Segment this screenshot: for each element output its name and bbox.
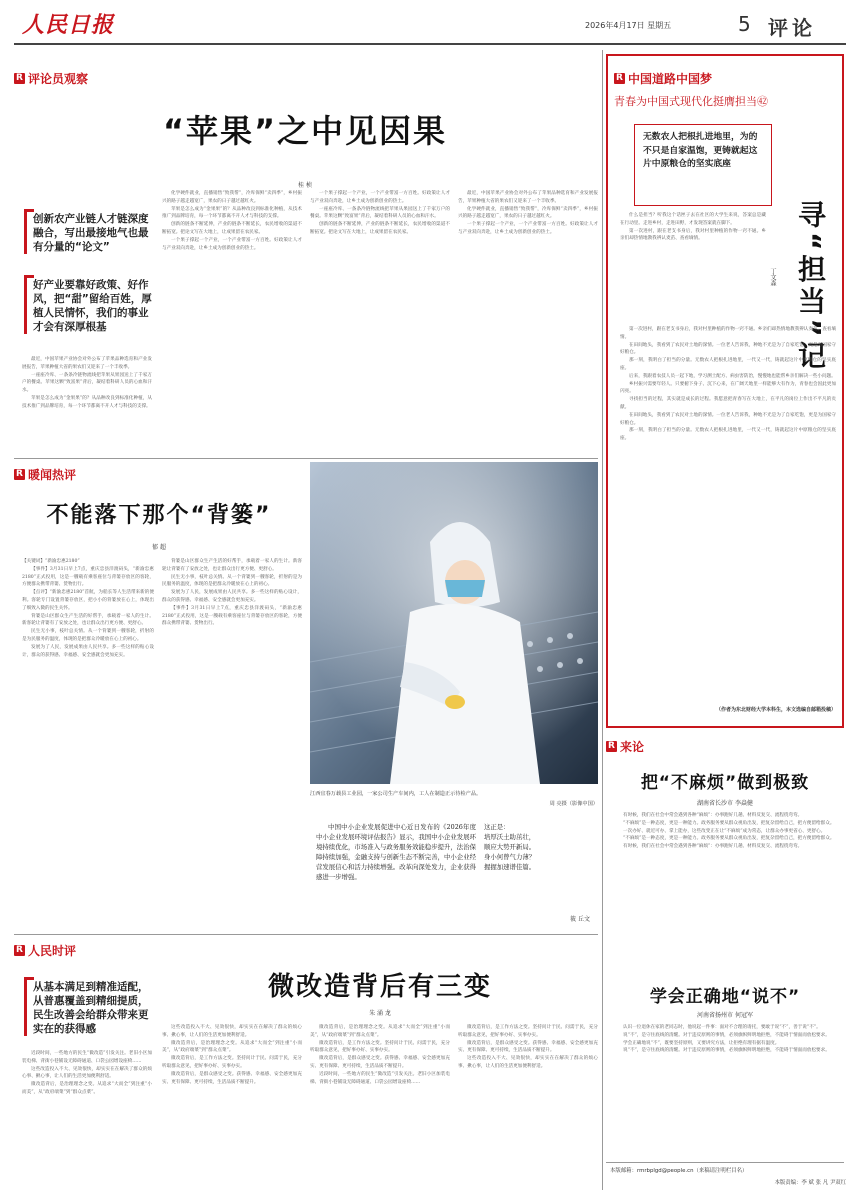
- paragraph: 民生无小事，枝叶总关情。从一个背篓到一艘客轮，折射的是为民服务的温度，体现的是把群众冷暖放在心上的初心。: [162, 574, 302, 588]
- page-email: 本版邮箱：rmrbplgd@people.cn（来稿请注明栏目名）: [610, 1168, 748, 1174]
- article-body-basket-col1: [22, 558, 154, 948]
- article-body-renovation-col3: [310, 1024, 450, 1190]
- paragraph: 微改造背后，是工作方法之变。坚持问计于民、问需于民，充分听取群众意见，把好事办好、实事办实。: [162, 1056, 302, 1069]
- article-body-basket-col2: [162, 558, 302, 948]
- section-label-text: 暖闻热评: [28, 468, 77, 482]
- poem-author: 筱 丘文: [570, 916, 590, 923]
- divider: [14, 934, 598, 935]
- paragraph: 寻找担当的过程，其实就是成长的过程。我愿意把青春写在大地上，在平凡的岗位上作出不平凡的贡献。: [620, 397, 836, 410]
- article-body-apple-col1: [22, 356, 152, 460]
- paragraph: 最近，中国苹果产业协会对外公布了苹果品种选育和产业发展报告，苹果种植大省的果农们又迎来了一个丰收季。: [22, 357, 152, 370]
- letter-body-1: [614, 812, 836, 962]
- article-title-basket: 不能落下那个“背篓”: [46, 503, 272, 528]
- paragraph: 在田间地头，我看到了农民对土地的深情。一位老人告诉我，种地不光是为了自家吃饱，更是为国家守好粮仓。: [620, 342, 836, 356]
- section-r-icon: R: [614, 73, 625, 84]
- paragraph: 最近，中国苹果产业协会对外公布了苹果品种选育和产业发展报告，苹果种植大省的果农们又迎来了一个丰收季。: [458, 191, 598, 204]
- paragraph: 认识一位退休在家的老同志时，他说起一件事：面对不合理的请托，要敢于说“不”，善于说“不”。: [623, 1025, 821, 1030]
- paragraph: 在田间地头，我看到了农民对土地的深情。一位老人告诉我，种地不光是为了自家吃饱，更是为国家守好粮仓。: [620, 412, 836, 426]
- paragraph: 微改造背后，是群众感受之变。获得感、幸福感、安全感更加充实、更有保障、更可持续，生活品质不断提升。: [458, 1040, 598, 1054]
- divider: [606, 1162, 844, 1163]
- paragraph: 创新的链条不断延伸，产业的链条不断延长，农民增收的渠道不断拓宽。把论文写在大地上，让成果留在农民家。: [162, 222, 302, 235]
- paragraph: 有时候，我们在社会中常会遇到各种“麻烦”：办事跑好几趟、材料反复交、流程绕弯弯。: [623, 813, 803, 818]
- poem-line: 培厚沃土助茁壮，: [484, 833, 536, 841]
- paragraph: 微改造背后，是群众感受之变。获得感、幸福感、安全感更加充实、更有保障、更可持续，生活品质不断提升。: [310, 1056, 450, 1069]
- feature-subtitle: 青春为中国式现代化挺膺担当㊷: [614, 95, 768, 108]
- paragraph: 化学硬件就业，直播销售“致我帮”，冷库保鲜“卖四季”，乡村振兴的路子越走越宽广，果农的日子越过越红火。: [458, 206, 598, 220]
- section-r-icon: R: [606, 741, 617, 752]
- paragraph: 微改造背后，是治理理念之变。从追求“大而全”到注重“小而美”，从“政府端菜”到“群众点菜”。: [162, 1040, 302, 1054]
- issue-date: 2026年4月17日 星期五: [585, 21, 672, 30]
- paragraph: 苹果是怎么成为“金果果”的？从品种改良到标准化种植，从技术推广到品牌培育，每一个环节都离不开人才与科技的支撑。: [22, 395, 152, 409]
- paragraph: 学会正确地说“不”，既要坚持原则，又要讲究方法，让拒绝有理有据有温度。: [623, 1040, 780, 1046]
- paragraph: 那一刻，我明白了担当的分量。无数农人把根扎进地里，一代又一代，铸就起这片中原粮仓的坚实底座。: [620, 358, 836, 371]
- paragraph: 微改造背后，是治理理念之变。从追求“大而全”到注重“小而美”，从“政府端菜”到“群众点菜”。: [310, 1025, 450, 1038]
- poem-line: 握握加速谱佳篇。: [484, 863, 536, 871]
- paragraph: 创新的链条不断延伸，产业的链条不断延长，农民增收的渠道不断拓宽。把论文写在大地上，让成果留在农民家。: [310, 222, 450, 235]
- paragraph: 后来，我跟着农技人员一起下地，学习测土配方、病虫害防治，慢慢地也能帮乡亲们解决一些小问题。: [629, 373, 836, 379]
- feature-quote-text: 无数农人把根扎进地里，为的不只是自家温饱，更铸就起这片中原粮仓的坚实底座: [643, 132, 758, 169]
- section-label-warm-news: [14, 466, 76, 483]
- photo-credit: 周 亮摄（影像中国）: [549, 801, 598, 807]
- paragraph: 这些改造投入不大、见效很快，却实实在在解决了群众的烦心事、揪心事，让人们的生活更加便利舒适。: [162, 1025, 302, 1038]
- newspaper-logo: 人民日报: [22, 12, 115, 38]
- section-r-icon: R: [14, 945, 25, 956]
- paragraph: 一个果子撑起一个产业，一个产业带富一方百姓。好政策让人才与产业双向奔赴，让乡土成为创新创业的热土。: [458, 222, 598, 235]
- letter-author-1: 湖南省长沙市 李焱健: [697, 800, 753, 807]
- paragraph: 第一次进村，跟在老支书身后，我对村里种植的作物一窍不通。乡亲们却热情地教我辨认麦苗、查看墒情。: [620, 228, 766, 242]
- pull-quote-1: [24, 212, 155, 254]
- section-label-china-dream: [614, 70, 712, 87]
- photo-caption: 江西宜春万载县工业园，一家公司生产车间内，工人在制造正示待检产品。: [310, 791, 482, 797]
- page-number: 5: [738, 12, 751, 36]
- factory-worker-photo: [310, 462, 598, 784]
- photo-commentary: 中国中小企业发展促进中心近日发布的《2026年度中小企业发展环境评估报告》显示，我国中小企业发展环境持续优化，市场准入与政务服务效能稳步提升，法治保障持续加强，金融支持与创新生态不断完善，中小企业经营发展信心和活力持续增强。改革向深处发力，企业获得感进一步增强。: [316, 823, 476, 881]
- article-body-apple-col4: [458, 190, 598, 460]
- paragraph: 【事件】3月31日早上7点，重庆忠县洋渡码头，“新渝忠惠2180”正式投用，这是一艘载有乘客座位与背篓存放区的客轮，方便群众携带背篓、货物出行。: [22, 566, 154, 588]
- paragraph: 背篓是山区群众生产生活的好帮手，承载着一家人的生计。新客轮让背篓有了安放之处，也让群众出行更方便、更舒心。: [22, 613, 154, 627]
- article-body-renovation-col1: [22, 1050, 152, 1190]
- paragraph: 化学硬件就业，直播销售“致我帮”，冷库保鲜“卖四季”，乡村振兴的路子越走越宽广，果农的日子越过越红火。: [162, 191, 302, 204]
- section-r-icon: R: [14, 73, 25, 84]
- section-label-commentator: [14, 70, 88, 87]
- feature-title-text: 寻“担当”记: [794, 200, 827, 373]
- paragraph: 说“不”，是守住底线的清醒。对于违反原则的事情，必须旗帜鲜明地拒绝，不能碍于情面而放松要求。: [623, 1048, 830, 1054]
- paragraph: 民生无小事，枝叶总关情。从一个背篓到一艘客轮，折射的是为民服务的温度，体现的是把群众冷暖放在心上的初心。: [22, 629, 154, 642]
- pull-quote-2-text: 好产业要靠好政策、好作风，把“甜”留给百姓，厚植人民情怀，我们的事业才会有深厚根基: [33, 279, 152, 333]
- article-body-renovation-col4: [458, 1024, 598, 1190]
- feature-body-main: [620, 326, 836, 684]
- paragraph: 微改造背后，是群众感受之变。获得感、幸福感、安全感更加充实、更有保障、更可持续，生活品质不断提升。: [162, 1071, 302, 1085]
- section-label-text: 评论员观察: [28, 72, 89, 86]
- section-label-peoples-review: [14, 942, 76, 959]
- news-photo: [310, 462, 598, 784]
- paragraph: 说“不”，是守住底线的清醒。对于违反原则的事情，必须旗帜鲜明地拒绝，不能碍于情面而放松要求。: [623, 1032, 830, 1038]
- paragraph: 这些改造投入不大、见效很快，却实实在在解决了群众的烦心事、揪心事，让人们的生活更加便利舒适。: [22, 1066, 152, 1080]
- paragraph: 发展为了人民，发展成果由人民共享。多一些这样的贴心设计，群众的获得感、幸福感、安全感就会更加充实。: [162, 590, 302, 603]
- article-author-basket: 郁 超: [152, 544, 166, 551]
- paragraph: 那一刻，我明白了担当的分量。无数农人把根扎进地里，一代又一代，铸就起这片中原粮仓的坚实底座。: [620, 428, 836, 442]
- pull-quote-3: [24, 980, 155, 1036]
- paragraph: 一个果子撑起一个产业，一个产业带富一方百姓。好政策让人才与产业双向奔赴，让乡土成为创新创业的热土。: [310, 191, 450, 204]
- letter-title-2: 学会正确地“说不”: [649, 987, 801, 1007]
- poem-line: 身小何曾气力薄？: [484, 853, 536, 861]
- pull-quote-2: [24, 278, 155, 334]
- section-label-text: 人民时评: [28, 944, 77, 958]
- feature-author-text: 丁文森: [769, 268, 776, 286]
- paragraph: 【事件】3月31日早上7点，重庆忠县洋渡码头，“新渝忠惠2180”正式投用，这是一艘载有乘客座位与背篓存放区的客轮，方便群众携带背篓、货物出行。: [162, 605, 302, 627]
- paragraph: 乡村振兴需要年轻人。只要俯下身子、沉下心来，在广阔天地里一样能够大有作为，青春也会因此更加闪亮。: [620, 381, 836, 395]
- masthead-rule: [14, 43, 846, 45]
- article-author-renovation: 朱 涌 龙: [369, 1010, 391, 1017]
- paragraph: 近段时间，一些地方的民生“微改造”引发关注。老旧小区加装电梯、背街小巷铺设无障碍通道、口袋公园增设座椅……: [22, 1051, 152, 1064]
- feature-quote-box: [634, 124, 772, 206]
- section-r-icon: R: [14, 469, 25, 480]
- paragraph: 背篓是山区群众生产生活的好帮手，承载着一家人的生计。新客轮让背篓有了安放之处，也让群众出行更方便、更舒心。: [162, 559, 302, 572]
- pull-quote-1-text: 创新农产业链人才链深度融合，写出最接地气也最有分量的“论文”: [33, 213, 149, 253]
- paragraph: 微改造背后，是工作方法之变。坚持问计于民、问需于民，充分听取群众意见，把好事办好、实事办实。: [310, 1040, 450, 1054]
- paragraph: 一个果子撑起一个产业，一个产业带富一方百姓。好政策让人才与产业双向奔赴，让乡土成为创新创业的热土。: [162, 237, 302, 251]
- feature-body-top: [620, 212, 766, 322]
- article-body-renovation-col2: [162, 1024, 302, 1190]
- poem-line: 这正是：: [484, 823, 510, 831]
- section-label-letters: [606, 738, 644, 755]
- poem: [484, 822, 594, 872]
- divider: [14, 458, 598, 459]
- paragraph: “不麻烦”是一种态度，更是一种能力。政务服务要从群众视角出发，把复杂留给自己，把方便留给群众。: [623, 836, 835, 842]
- column-divider: [602, 50, 603, 1190]
- paragraph: 微改造背后，是工作方法之变。坚持问计于民、问需于民，充分听取群众意见，把好事办好、实事办实。: [458, 1025, 598, 1038]
- feature-note: （作者为东北财经大学本科生，本文选编自邮箱投稿）: [715, 707, 836, 713]
- paragraph: 【点评】“新渝忠惠2180”首航，为船长等人生活带来新的便利。客轮专门设置背篓存放区，把小小的背篓放在心上，体现出了细致入微的民生关怀。: [22, 590, 154, 611]
- letter-author-2: 河南省扬州市 何冠军: [697, 1012, 753, 1019]
- paragraph: 一座座冷库、一条条冷链物流线把苹果从果园送上了千家万户的餐桌。苹果这颗“致富果”背后，凝结着科研人员的心血和汗水。: [22, 372, 152, 394]
- paragraph: 有时候，我们在社会中常会遇到各种“麻烦”：办事跑好几趟、材料反复交、流程绕弯弯。: [623, 844, 803, 850]
- section-label-text: 中国道路中国梦: [628, 72, 713, 86]
- paragraph: 发展为了人民，发展成果由人民共享。多一些这样的贴心设计，群众的获得感、幸福感、安全感就会更加充实。: [22, 644, 154, 658]
- paragraph: 近段时间，一些地方的民生“微改造”引发关注。老旧小区加装电梯、背街小巷铺设无障碍通道、口袋公园增设座椅……: [310, 1071, 450, 1085]
- section-label-text: 来论: [620, 740, 645, 754]
- feature-author: [768, 268, 782, 288]
- paragraph: 微改造背后，是治理理念之变。从追求“大而全”到注重“小而美”，从“政府端菜”到“群众点菜”。: [22, 1082, 152, 1095]
- paragraph: “不麻烦”是一种态度，更是一种能力。政务服务要从群众视角出发，把复杂留给自己，把方便留给群众。: [623, 820, 835, 826]
- letter-title-1: 把“不麻烦”做到极致: [640, 773, 810, 793]
- paragraph: 【关键词】“新渝忠惠2180”: [22, 559, 80, 564]
- paragraph: 苹果是怎么成为“金果果”的？从品种改良到标准化种植，从技术推广到品牌培育，每一个环节都离不开人才与科技的支撑。: [162, 206, 302, 220]
- paragraph: 一座座冷库、一条条冷链物流线把苹果从果园送上了千家万户的餐桌。苹果这颗“致富果”背后，凝结着科研人员的心血和汗水。: [310, 206, 450, 220]
- article-author-apple: 桂 桢: [298, 182, 312, 189]
- article-title-apple: “苹果”之中见因果: [162, 112, 448, 150]
- pull-quote-3-text: 从基本满足到精准适配，从普惠覆盖到精细提质，民生改善会给群众带来更实在的获得感: [33, 981, 149, 1035]
- poem-line: 顺应大势开新局。: [484, 843, 536, 851]
- paragraph: 第一次进村，跟在老支书身后，我对村里种植的作物一窍不通。乡亲们却热情地教我辨认麦苗、查看墒情。: [620, 327, 836, 340]
- paragraph: 什么是担当？听我这个话匣子去在社区的大学生来说，答案总是藏在行动里。走进乡村，走进田野，才发现答案就在脚下。: [620, 213, 766, 226]
- paragraph: 一次办好、就近可办、掌上能办，这些改变正在让“不麻烦”成为常态，让群众办事更省心、更舒心。: [623, 828, 826, 834]
- paragraph: 这些改造投入不大、见效很快，却实实在在解决了群众的烦心事、揪心事，让人们的生活更加便利舒适。: [458, 1056, 598, 1069]
- article-title-renovation: 微改造背后有三变: [267, 972, 492, 1002]
- letter-body-2: [614, 1024, 836, 1162]
- article-body-apple-col3: [310, 190, 450, 460]
- masthead: [0, 0, 852, 46]
- page-editors: 本版责编：李 斌 张 凡 尹双红: [774, 1180, 846, 1186]
- article-body-apple-col2: [162, 190, 302, 460]
- page-name: 评论: [768, 16, 816, 40]
